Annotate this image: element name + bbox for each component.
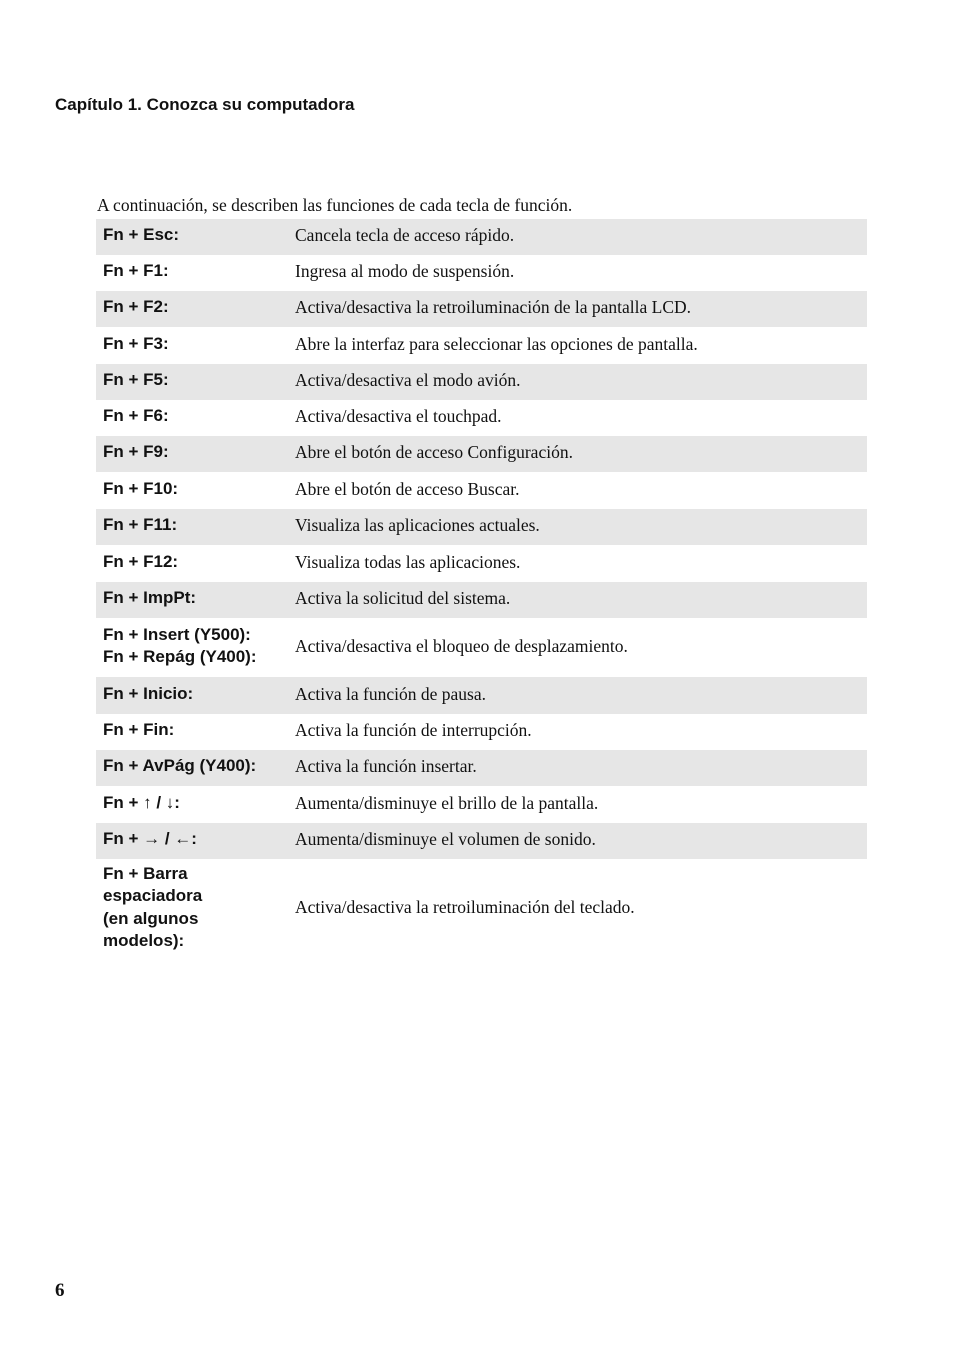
function-key-description: Activa/desactiva la retroiluminación de la pantalla LCD. xyxy=(288,291,867,327)
table-row xyxy=(96,677,867,714)
function-key-description: Aumenta/disminuye el volumen de sonido. xyxy=(288,823,867,859)
table-row xyxy=(96,750,867,786)
function-key-label: Fn + F6: xyxy=(103,406,169,426)
table-row xyxy=(96,545,867,582)
table-row xyxy=(96,436,867,472)
function-key-description: Activa la solicitud del sistema. xyxy=(288,582,867,618)
table-row xyxy=(96,509,867,545)
function-key-label: Fn + Barra espaciadora (en algunos modelos): xyxy=(103,863,203,950)
function-key-label: Fn + Insert (Y500): Fn + Repág (Y400): xyxy=(103,624,257,666)
function-key-label: Fn + Esc: xyxy=(96,219,288,255)
function-key-label: Fn + F10: xyxy=(103,478,179,498)
function-key-label: Fn + Fin: xyxy=(103,720,175,740)
function-key-label: Fn + F1: xyxy=(103,261,169,281)
function-key-label: Fn + AvPág (Y400): xyxy=(96,750,288,786)
function-key-description: Abre el botón de acceso Buscar. xyxy=(295,478,520,499)
table-row xyxy=(96,582,867,618)
table-row xyxy=(96,823,867,859)
table-row xyxy=(96,291,867,327)
function-key-label: Fn + F5: xyxy=(96,364,288,400)
function-key-description: Ingresa al modo de suspensión. xyxy=(295,261,515,281)
table-row xyxy=(96,364,867,400)
table-row xyxy=(96,400,867,436)
function-key-description: Visualiza todas las aplicaciones. xyxy=(295,551,521,572)
function-key-description: Abre el botón de acceso Configuración. xyxy=(288,436,867,472)
function-key-description: Aumenta/disminuye el brillo de la pantalla. xyxy=(295,792,599,813)
function-key-label: Fn + F3: xyxy=(103,333,169,353)
table-row xyxy=(96,786,867,823)
function-key-table xyxy=(96,219,867,959)
table-row xyxy=(96,618,867,677)
table-row xyxy=(96,714,867,750)
function-key-description: Activa/desactiva el bloqueo de desplazamiento. xyxy=(295,635,628,656)
function-key-label: Fn + F9: xyxy=(96,436,288,472)
function-key-description: Activa la función de interrupción. xyxy=(295,720,532,740)
table-row xyxy=(96,859,867,959)
page-number: 6 xyxy=(55,1280,65,1301)
table-row xyxy=(96,219,867,255)
chapter-title: Capítulo 1. Conozca su computadora xyxy=(55,95,355,114)
function-key-description: Abre la interfaz para seleccionar las opciones de pantalla. xyxy=(295,333,698,354)
function-key-description: Visualiza las aplicaciones actuales. xyxy=(288,509,867,545)
function-key-label: Fn + F11: xyxy=(96,509,288,545)
table-row xyxy=(96,255,867,291)
function-key-description: Activa/desactiva el touchpad. xyxy=(295,406,502,426)
table-row xyxy=(96,472,867,509)
function-key-label: Fn + F2: xyxy=(96,291,288,327)
function-key-description: Activa la función insertar. xyxy=(288,750,867,786)
function-key-label: Fn + Inicio: xyxy=(96,677,288,714)
function-key-label: Fn + F12: xyxy=(103,551,179,571)
function-key-description: Activa/desactiva el modo avión. xyxy=(288,364,867,400)
function-key-label: Fn + ↑ / ↓: xyxy=(103,792,180,812)
function-key-description: Activa/desactiva la retroiluminación del teclado. xyxy=(295,897,635,917)
function-key-description: Cancela tecla de acceso rápido. xyxy=(288,219,867,255)
function-key-description: Activa la función de pausa. xyxy=(288,677,867,714)
function-key-label: Fn + ImpPt: xyxy=(96,582,288,618)
intro-text: A continuación, se describen las funciones de cada tecla de función. xyxy=(97,195,573,215)
function-key-label: Fn + → / ←: xyxy=(96,823,288,859)
table-row xyxy=(96,327,867,364)
